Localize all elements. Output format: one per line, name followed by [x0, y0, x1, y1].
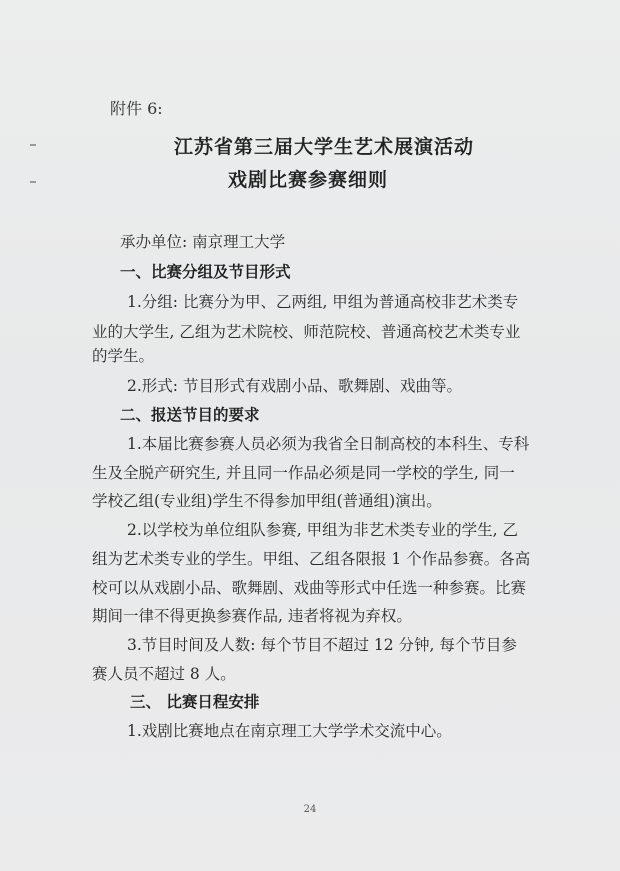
document-title-line-2: 戏剧比赛参赛细则: [227, 169, 388, 191]
paragraph-line: 校可以从戏剧小品、歌舞剧、戏曲等形式中任选一种参赛。比赛: [92, 579, 527, 597]
document-title-line-1: 江苏省第三届大学生艺术展演活动: [173, 136, 474, 158]
paragraph-line: 的学生。: [92, 347, 155, 365]
paragraph-line: 1.戏剧比赛地点在南京理工大学学术交流中心。: [127, 722, 452, 740]
paragraph-line: 期间一律不得更换参赛作品, 违者将视为弃权。: [92, 607, 412, 625]
paragraph-line: 赛人员不超过 8 人。: [92, 665, 236, 683]
paragraph-line: 生及全脱产研究生, 并且同一作品必须是同一学校的学生, 同一: [92, 464, 515, 482]
page-number: 24: [303, 804, 317, 815]
paragraph-line: 2.形式: 节目形式有戏剧小品、歌舞剧、戏曲等。: [127, 377, 462, 395]
paragraph-line: 3.节目时间及人数: 每个节目不超过 12 分钟, 每个节目参: [127, 636, 517, 654]
paragraph-line: 1.本届比赛参赛人员必须为我省全日制高校的本科生、专科: [127, 435, 530, 453]
section-heading: 二、报送节目的要求: [120, 405, 260, 424]
paragraph-line: 组为艺术类专业的学生。甲组、乙组各限报 1 个作品参赛。各高: [92, 550, 531, 568]
organizer-line: 承办单位: 南京理工大学: [120, 233, 286, 251]
paragraph-line: 学校乙组(专业组)学生不得参加甲组(普通组)演出。: [92, 492, 442, 510]
section-heading: 三、 比赛日程安排: [130, 692, 260, 711]
paragraph-line: 业的大学生, 乙组为艺术院校、师范院校、普通高校艺术类专业: [92, 323, 521, 341]
attachment-label: 附件 6:: [110, 99, 163, 118]
paragraph-line: 2.以学校为单位组队参赛, 甲组为非艺术类专业的学生, 乙: [127, 521, 518, 539]
section-heading: 一、比赛分组及节目形式: [120, 262, 291, 281]
paragraph-line: 1.分组: 比赛分为甲、乙两组, 甲组为普通高校非艺术类专: [127, 293, 519, 311]
